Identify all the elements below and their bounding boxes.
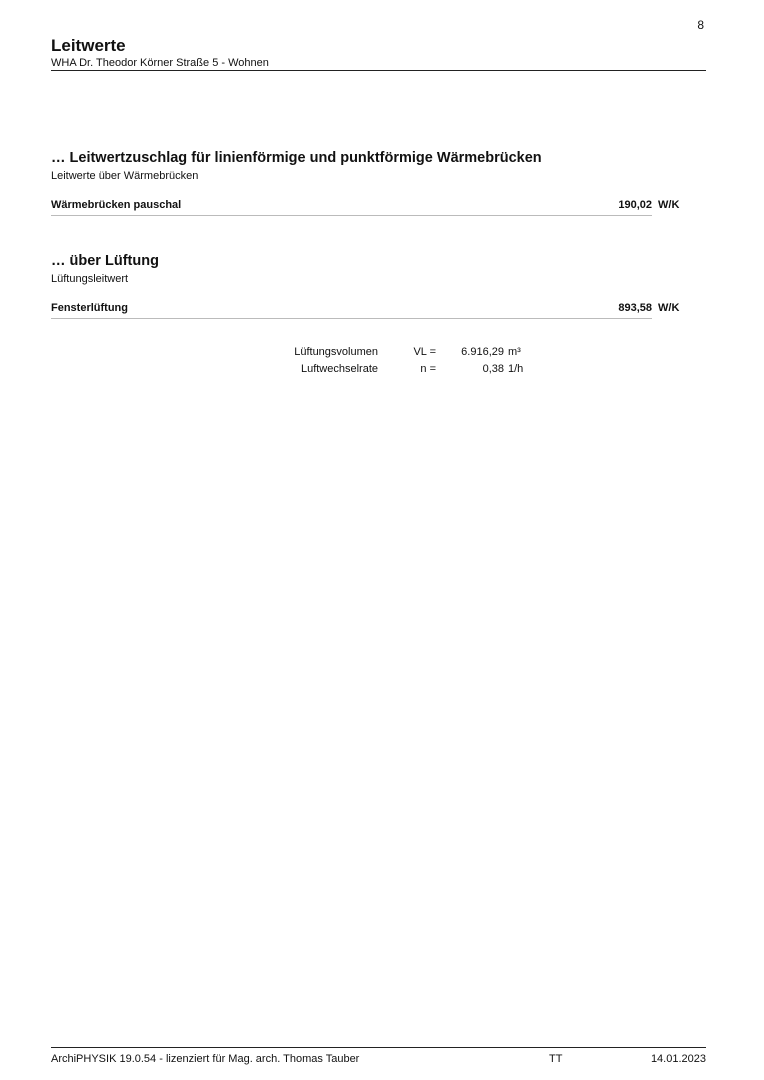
row-label: Wärmebrücken pauschal <box>51 199 182 211</box>
section-subtitle-lueftung: Lüftungsleitwert <box>51 273 129 285</box>
row-value: 893,58 <box>618 302 652 314</box>
page-number: 8 <box>697 18 704 32</box>
footer-date: 14.01.2023 <box>650 1053 706 1065</box>
detail-label: Lüftungsvolumen <box>294 346 378 358</box>
header-divider <box>51 70 706 71</box>
detail-label: Luftwechselrate <box>300 363 378 375</box>
section-title-lueftung: … über Lüftung <box>51 253 159 269</box>
section-title-waermebruecken: … Leitwertzuschlag für linienförmige und punktförmige Wärmebrücken <box>51 150 542 166</box>
page-title: Leitwerte <box>51 36 126 55</box>
row-unit: W/K <box>658 302 680 314</box>
footer-initials: TT <box>549 1053 563 1065</box>
footer-divider <box>51 1047 706 1048</box>
row-value: 190,02 <box>618 199 652 211</box>
footer-license: ArchiPHYSIK 19.0.54 - lizenziert für Mag. arch. Thomas Tauber <box>51 1053 360 1065</box>
table-row-waermebruecken <box>51 199 680 216</box>
page-subtitle: WHA Dr. Theodor Körner Straße 5 - Wohnen <box>51 57 269 69</box>
detail-value: 6.916,29 <box>461 346 504 358</box>
detail-unit: m³ <box>508 346 521 358</box>
table-row-fensterlueftung <box>51 302 680 319</box>
detail-symbol: n = <box>420 363 436 375</box>
detail-symbol: VL = <box>413 346 436 358</box>
detail-row-luftwechselrate <box>0 363 764 379</box>
detail-value: 0,38 <box>482 363 504 375</box>
detail-row-lueftungsvolumen <box>0 346 764 362</box>
section-subtitle-waermebruecken: Leitwerte über Wärmebrücken <box>51 170 199 182</box>
row-label: Fensterlüftung <box>51 302 128 314</box>
row-unit: W/K <box>658 199 680 211</box>
detail-unit: 1/h <box>508 363 524 375</box>
